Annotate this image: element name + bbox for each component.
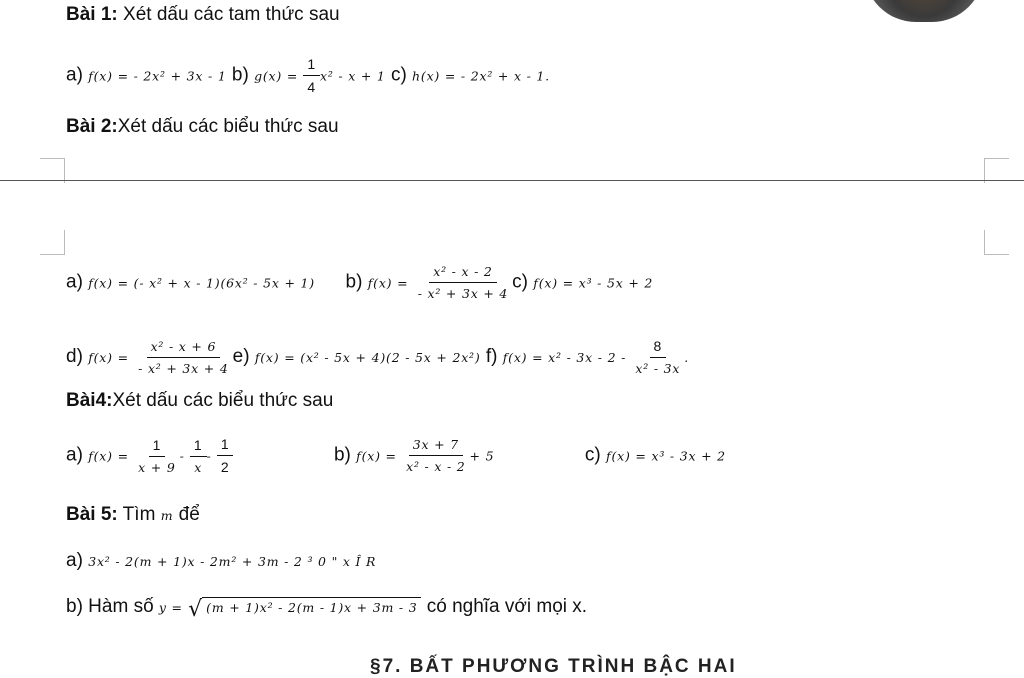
section-footer-heading: §7. BẤT PHƯƠNG TRÌNH BẬC HAI [370,656,737,677]
bai1-c-expr: h(x) = - 2x² + x - 1. [412,68,550,84]
bai4-a-fraction-2 [190,437,207,475]
bai2-e-label: e) [232,346,250,368]
bai2-d-den: - x² + 3x + 4 [138,360,229,376]
bai2-d-lhs: f(x) = [88,350,129,366]
bai1-heading [66,4,340,26]
bai4-title-bold: Bài4: [66,390,113,411]
bai5-a-label: a) [66,550,83,571]
bai4-a-label: a) [66,444,83,466]
bai5-b-row [66,596,587,622]
bai2-heading [66,116,339,138]
bai2-f-label: f) [485,346,498,368]
bai2-b-num: x² - x - 2 [429,264,496,283]
bai4-a-f2-num: 1 [190,437,207,457]
bai2-title-bold: Bài 2: [66,116,118,137]
bai4-c-label: c) [584,444,601,466]
decorative-photo-corner [864,0,984,22]
sqrt-symbol-icon: √ [188,597,203,622]
bai4-a-fraction-1 [134,437,179,475]
bai2-a-label: a) [66,271,83,293]
bai2-f-den: x² - 3x [635,361,681,376]
bai4-a-f3-den: 2 [220,459,230,475]
bai4-c-expr: f(x) = x³ - 3x + 2 [606,448,726,464]
bai5-title-text: Tìm [117,504,156,525]
bai4-b-rest: + 5 [469,448,495,464]
bai5-b-lhs: y = [158,600,183,615]
bai1-title-bold: Bài 1: [66,4,118,25]
bai1-title-text: Xét dấu các tam thức sau [117,4,340,25]
bai4-a-f3-num: 1 [217,436,234,456]
bai4-b-fraction [402,437,469,474]
bai2-a-expr: f(x) = (- x² + x - 1)(6x² - 5x + 1) [88,275,315,291]
bai4-a-f1-den: x + 9 [138,459,176,475]
bai2-row2 [66,338,689,376]
bai1-a-expr: f(x) = - 2x² + 3x - 1 [88,68,227,84]
bai5-title-end: để [178,504,200,525]
page-break-line [0,180,1024,181]
bai2-c-expr: f(x) = x³ - 5x + 2 [533,275,654,291]
bai4-a-f2-den: x [194,459,203,475]
bai4-heading [66,390,333,412]
bai2-title-text: Xét dấu các biểu thức sau [117,116,339,137]
bai5-b-label: b) Hàm số [66,596,154,617]
bai2-c-label: c) [512,271,528,293]
bai2-f-end: . [684,350,690,366]
bai1-b-label: b) [231,64,249,86]
bai4-b-den: x² - x - 2 [406,459,466,474]
bai5-b-radicand: (m + 1)x² - 2(m - 1)x + 3m - 3 [202,597,421,615]
bai1-b-den: 4 [307,79,316,95]
bai1-c-label: c) [390,64,407,86]
bai2-d-fraction [134,339,232,376]
bai1-b-lhs: g(x) = [254,68,299,84]
bai5-a-expr: 3x² - 2(m + 1)x - 2m² + 3m - 2 ³ 0 " x Î R [88,554,377,569]
bai4-b-num: 3x + 7 [409,437,463,456]
bai2-d-num: x² - x + 6 [147,339,221,358]
bai2-b-den: - x² + 3x + 4 [417,286,509,301]
bai4-b-lhs: f(x) = [356,448,397,464]
bai5-a-row [66,550,376,572]
crop-mark-bottom-left [40,230,65,255]
bai2-f-num: 8 [650,338,667,358]
bai2-e-expr: f(x) = (x² - 5x + 4)(2 - 5x + 2x²) [254,350,481,366]
bai4-a-f1-num: 1 [149,437,166,457]
bai4-a-minus-1: - [179,448,185,464]
bai2-b-label: b) [345,271,363,293]
bai1-b-num: 1 [303,56,320,76]
bai2-f-fraction [631,338,684,376]
bai2-f-lhs: f(x) = x² - 3x - 2 - [502,350,627,366]
bai2-d-label: d) [66,346,83,368]
bai1-a-label: a) [66,64,83,86]
bai4-a-minus-2: - [206,448,212,464]
bai5-heading [66,504,200,526]
bai1-items [66,56,550,95]
bai4-a-fraction-3 [217,436,234,475]
bai5-b-sqrt [188,596,421,622]
bai1-b-rest: x² - x + 1 [320,68,386,84]
bai2-b-lhs: f(x) = [367,275,409,291]
bai5-title-var: m [160,508,174,523]
bai2-row1 [66,264,653,301]
bai4-row [66,436,726,475]
bai4-a-lhs: f(x) = [88,448,129,464]
bai5-b-rest: có nghĩa với mọi x. [426,596,588,617]
bai2-b-fraction [414,264,512,301]
bai5-title-bold: Bài 5: [66,504,118,525]
bai1-b-fraction [303,56,320,95]
bai4-title-text: Xét dấu các biểu thức sau [112,390,334,411]
bai4-b-label: b) [333,444,351,466]
crop-mark-bottom-right [984,230,1009,255]
